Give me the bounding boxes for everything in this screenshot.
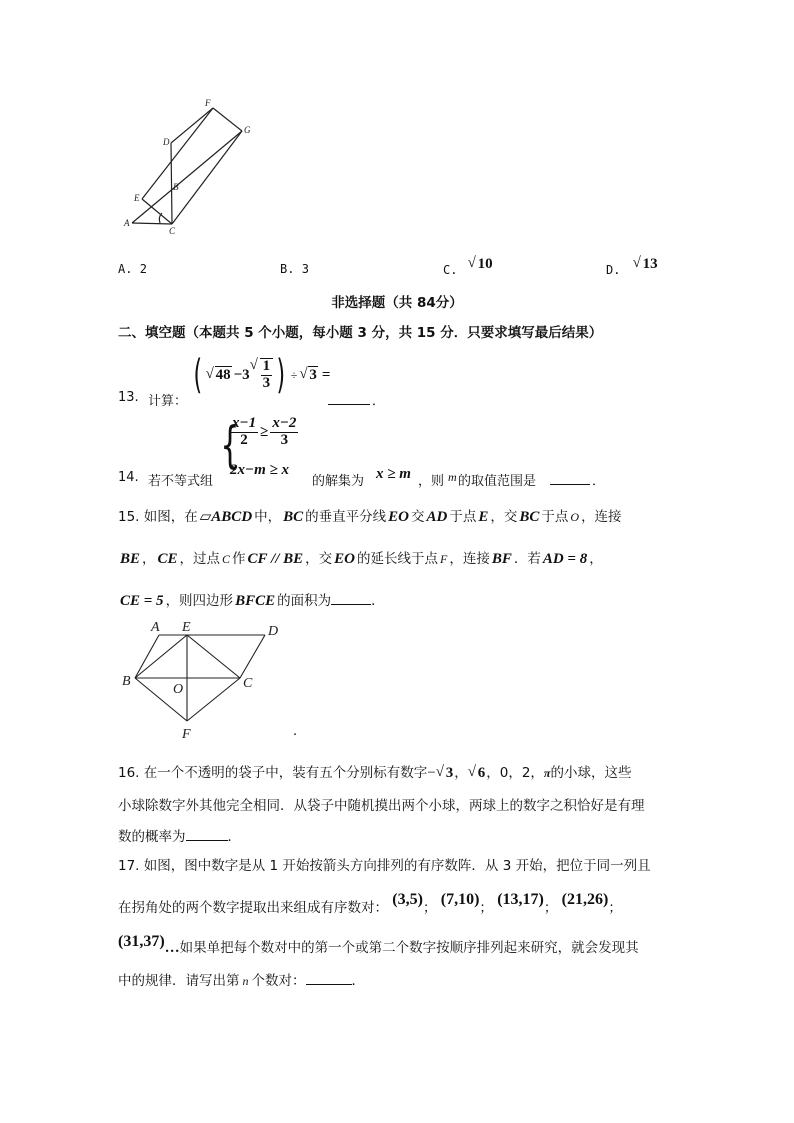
q15-line2-seg-2: CE: [157, 551, 178, 567]
q13-answer-blank[interactable]: [328, 392, 370, 405]
q15-line2-seg-4: C: [222, 552, 231, 566]
fig15-label-d: D: [268, 624, 279, 639]
figure-q12-geometry: [110, 95, 270, 240]
q14-ineq1: [230, 416, 298, 449]
q16-answer-blank[interactable]: [186, 828, 228, 841]
part2-heading: 二、填空题（本题共 5 个小题，每小题 3 分，共 15 分．只要求填写最后结果）: [118, 325, 603, 341]
q14-ineq1-right-den: 3: [280, 431, 289, 448]
q15-line2-seg-15: ，: [589, 551, 603, 567]
q15-line2-seg-3: ，过点: [179, 551, 221, 567]
q16-line-1: [118, 761, 631, 782]
segment-be: [135, 635, 187, 678]
q15-line2-seg-7: ，交: [305, 551, 333, 567]
q13-sqrt-3: [299, 367, 318, 384]
q15-line2-seg-12: BF: [491, 551, 512, 567]
q15-line-3: [118, 589, 385, 610]
option-a[interactable]: [118, 262, 147, 276]
q15-line3-seg-0: CE = 5: [120, 593, 164, 609]
q17-pair-5: (31,37): [118, 933, 165, 950]
q17-line-3: [118, 933, 639, 957]
q17-answer-blank[interactable]: [306, 972, 352, 985]
fig15-label-a: A: [151, 620, 160, 635]
q17-line2-text: 在拐角处的两个数字提取出来组成有序数对：: [118, 900, 388, 916]
q15-line2-seg-13: ．若: [513, 551, 541, 567]
q17-ellipsis: …: [164, 940, 180, 956]
q15-line1-seg-0: 15. 如图，在: [118, 509, 198, 525]
q13-sqrt-48: [206, 367, 232, 384]
q15-line2-seg-11: ，连接: [449, 551, 490, 567]
segment-fg: [213, 108, 242, 131]
q15-end: ．: [371, 593, 385, 609]
q13-r2: 3: [309, 366, 317, 383]
q16-line1-c: 的小球，这些: [550, 765, 632, 781]
segment-dc: [240, 635, 265, 678]
q16-neg: −: [427, 765, 436, 781]
q16-end: ．: [227, 829, 241, 845]
q15-answer-blank[interactable]: [331, 592, 371, 605]
q14-ineq1-op: ≥: [260, 423, 269, 440]
q17-sep-4: ；: [608, 900, 622, 916]
fig15-trailing-dot: .: [293, 724, 298, 739]
segment-cf: [187, 678, 240, 721]
q16-line-2: 小球除数字外其他完全相同．从袋子中随机摸出两个小球，两球上的数字之积恰好是有理: [118, 798, 645, 814]
q15-line3-seg-2: BFCE: [235, 593, 276, 609]
q16-sqrt-3: [436, 765, 455, 782]
fig15-label-c: C: [243, 676, 253, 691]
q15-line-1: [118, 505, 622, 526]
option-b-letter: B.: [280, 262, 295, 276]
q17-line-2: [118, 891, 622, 917]
q14-tail2: 的取值范围是: [458, 474, 537, 489]
q15-line1-seg-13: O: [570, 510, 580, 524]
q17-pair-1: (3,5): [392, 891, 423, 908]
q15-line1-seg-10: ，交: [490, 509, 518, 525]
q13-frac-num: √ 1: [262, 358, 271, 375]
q17-line-4: [118, 969, 365, 989]
q16-r2: 6: [477, 765, 486, 781]
fig15-label-e: E: [182, 620, 191, 635]
option-d-value: 13: [642, 256, 658, 272]
segment-gc: [172, 131, 242, 224]
fig15-label-f: F: [182, 727, 191, 742]
q15-line1-seg-4: 的垂直平分线: [305, 509, 387, 525]
segment-ac: [132, 223, 172, 224]
q17-pair-2: (7,10): [440, 891, 480, 908]
q14-mid: 的解集为: [312, 474, 365, 489]
q13-sqrt-frac: [250, 358, 274, 392]
option-a-letter: A.: [118, 262, 133, 276]
q16-line1-b: ，0，2，: [486, 765, 544, 781]
q13-equals: =: [321, 366, 331, 383]
q14-end: ．: [592, 474, 606, 489]
q15-line1-seg-9: E: [478, 509, 489, 525]
option-a-value: 2: [139, 262, 147, 276]
q13-right-paren: ): [276, 352, 286, 398]
q14-answer-blank[interactable]: [550, 472, 590, 485]
segment-ab: [135, 635, 159, 678]
option-c-letter: C.: [443, 263, 458, 277]
q14-brace: {: [220, 416, 240, 474]
option-b[interactable]: [280, 262, 309, 276]
option-d-letter: D.: [606, 263, 621, 277]
q15-line2-seg-0: BE: [120, 551, 141, 567]
q15-line2-seg-10: F: [439, 552, 448, 566]
q17-line4-tail: 个数对：: [251, 973, 306, 989]
q13-prefix: 计算：: [148, 394, 188, 409]
q16-sqrt-6: [468, 765, 487, 782]
q15-line2-seg-14: AD = 8: [542, 551, 588, 567]
fig15-label-o: O: [173, 682, 184, 697]
segment-ag: [132, 131, 242, 223]
q16-line3-text: 数的概率为: [118, 829, 186, 845]
q16-line1-a: 16. 在一个不透明的袋子中，装有五个分别标有数字: [118, 765, 428, 781]
fig12-label-c: C: [169, 226, 176, 236]
fig12-label-d: D: [163, 137, 170, 147]
option-c[interactable]: [443, 256, 494, 277]
q17-sep-2: ；: [479, 900, 493, 916]
fig12-label-f: F: [205, 98, 211, 108]
q17-pair-3: (13,17): [497, 891, 544, 908]
q14-prefix: 若不等式组: [148, 474, 214, 489]
q15-line3-seg-1: ，则四边形: [165, 593, 234, 609]
fig12-label-e: E: [134, 193, 140, 203]
q16-line-3: [118, 825, 241, 845]
q15-line1-seg-14: ，连接: [581, 509, 622, 525]
q15-line1-seg-3: BC: [283, 509, 304, 525]
fig12-label-g: G: [244, 125, 251, 135]
q15-line2-seg-9: 的延长线于点: [356, 551, 438, 567]
q13-frac-den: 3: [262, 375, 271, 391]
q17-line4-text: 中的规律．请写出第: [118, 973, 240, 989]
option-c-value: 10: [477, 256, 493, 272]
q15-line1-seg-5: EO: [388, 509, 410, 525]
q17-line3-text: 如果单把每个数对中的第一个或第二个数字按顺序排列起来研究，就会发现其: [179, 940, 639, 956]
q13-minus: −3: [233, 366, 250, 383]
q16-r1: 3: [445, 765, 454, 781]
option-b-value: 3: [301, 262, 309, 276]
segment-df: [171, 108, 213, 143]
fig15-label-b: B: [122, 674, 131, 689]
q16-sep1: ，: [454, 765, 468, 781]
q15-line1-seg-12: 于点: [541, 509, 569, 525]
figure-q15-parallelogram: [110, 615, 310, 745]
q16-pi: π: [543, 766, 551, 780]
q14-ineq1-left-num: x−1: [232, 415, 257, 431]
segment-cd: [171, 143, 172, 224]
q15-line1-seg-6: 交: [411, 509, 425, 525]
q13-expression: [190, 350, 330, 400]
q15-line1-seg-8: 于点: [449, 509, 477, 525]
q13-div: ÷: [290, 367, 298, 382]
q13-number: 13.: [118, 390, 139, 405]
question-14: [118, 412, 678, 488]
section-title: 非选择题（共 84分）: [331, 295, 463, 311]
q15-line3-seg-3: 的面积为: [277, 593, 332, 609]
q13-end: ．: [372, 394, 386, 409]
q17-sep-3: ；: [543, 900, 558, 916]
q15-line2-seg-5: 作: [232, 551, 246, 567]
q17-sep-1: ；: [422, 900, 437, 916]
q14-ineq1-right-num: x−2: [272, 415, 297, 431]
q14-solution: x ≥ m: [376, 466, 411, 482]
fig12-label-b: B: [173, 182, 179, 192]
q14-tail1: ，则: [418, 474, 445, 489]
fig12-label-a: A: [124, 218, 130, 228]
q14-var: m: [448, 470, 457, 484]
q17-pair-4: (21,26): [561, 891, 609, 908]
question-13: [118, 350, 678, 410]
q14-ineq1-left-den: 2: [240, 431, 248, 448]
option-c-radical: [468, 256, 494, 273]
q15-line2-seg-6: CF // BE: [247, 551, 304, 567]
q15-line1-seg-11: BC: [519, 509, 540, 525]
q17-line-1: 17. 如图，图中数字是从 1 开始按箭头方向排列的有序数阵．从 3 开始，把位于同一列且: [118, 858, 651, 874]
q15-line1-seg-7: AD: [426, 509, 448, 525]
q15-line2-seg-1: ，: [142, 551, 156, 567]
q17-var: n: [242, 974, 249, 988]
q14-number: 14.: [118, 470, 139, 485]
q14-ineq2: 2x−m ≥ x: [230, 462, 289, 478]
q15-line2-seg-8: EO: [334, 551, 355, 567]
segment-ce: [187, 635, 240, 678]
option-d-radical: [633, 256, 659, 273]
option-d[interactable]: [606, 256, 659, 277]
q15-line-2: [118, 547, 603, 568]
q15-line1-seg-2: 中，: [254, 509, 282, 525]
q15-line1-seg-1: ▱ABCD: [199, 509, 253, 525]
q13-r1: 48: [215, 366, 231, 383]
q13-left-paren: (: [193, 352, 203, 398]
q17-end: ．: [351, 973, 365, 989]
